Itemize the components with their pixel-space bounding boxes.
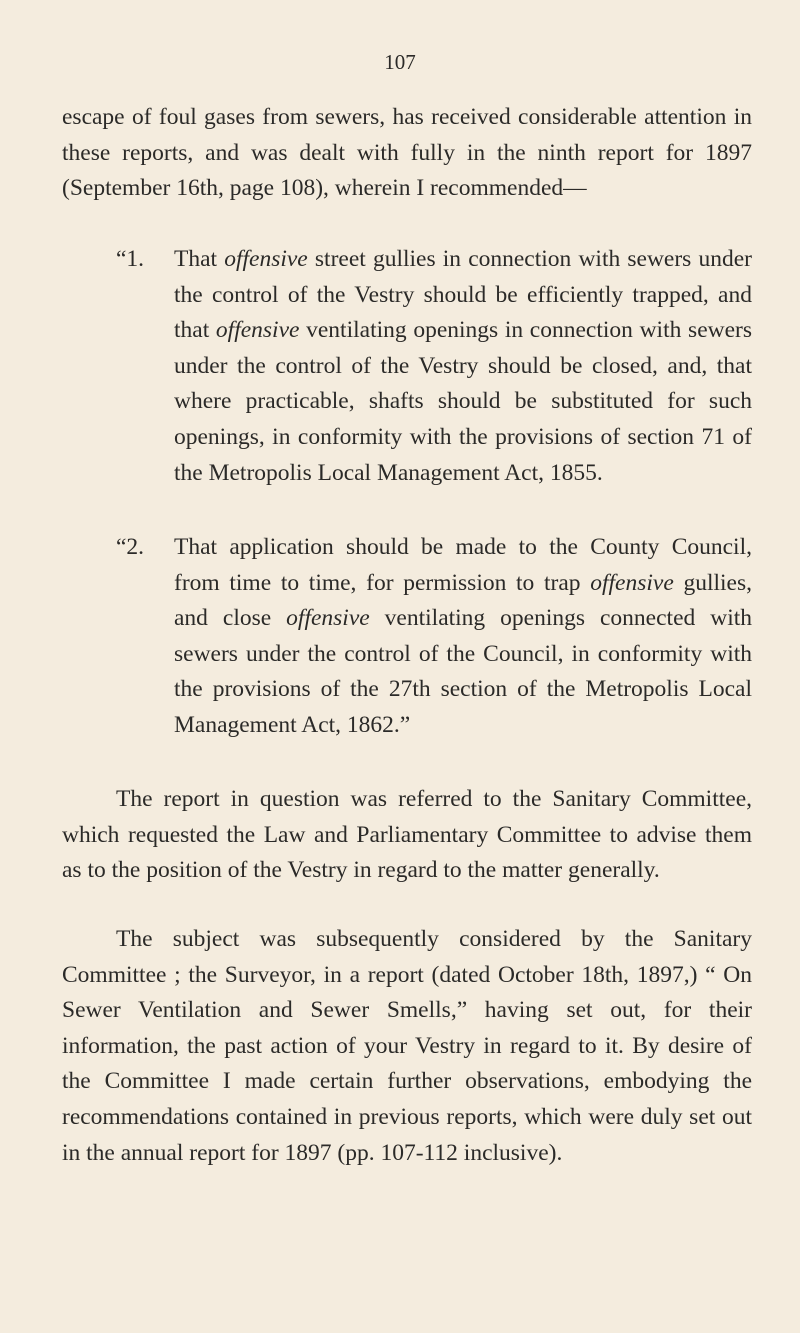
referred-paragraph: The report in question was referred to the Sanitary Committee, which requested the Law and Parliamentary Committee to advise them as to the position of the Vestry in regard to the matter generally.	[62, 786, 752, 884]
emphasis-offensive: offensive	[590, 569, 674, 596]
emphasis-offensive: offensive	[286, 605, 370, 632]
recommendation-item-2	[62, 530, 752, 744]
recommendation-item-1	[62, 242, 752, 491]
item-body: That offensive street gullies in connection with sewers under the control of the Vestry should be efficiently trapped, and that offensive ventilating openings in connection with sewers under the control of the Vestry should be closed, and, that where practicable, shafts should be substituted for such openings, in conformity with the provisions of section 71 of the Metropolis Local Management Act, 1855.	[174, 246, 752, 486]
emphasis-offensive: offensive	[215, 317, 300, 344]
page-number: 107	[384, 50, 416, 74]
emphasis-offensive: offensive	[224, 246, 308, 272]
intro-paragraph: escape of foul gases from sewers, has received considerable attention in these reports, and was dealt with fully in the ninth report for 1897 (September 16th, page 108), wherein I recommended—	[62, 104, 752, 202]
item-body: That application should be made to the County Council, from time to time, for permission to trap offensive gullies, and close offensive ventilating openings connected with sewers under the control of the Council, in conformity with the provisions of the 27th section of the Metropolis Local Management Act, 1862.”	[174, 534, 752, 738]
item-marker: “1.	[116, 246, 145, 272]
item-marker: “2.	[116, 534, 145, 560]
subject-paragraph: The subject was subsequently considered by the Sanitary Committee ; the Surveyor, in a report (dated October 18th, 1897,) “ On Sewer Ventilation and Sewer Smells,” having set out, for their information, the past action of your Vestry in regard to it. By desire of the Committee I made certain further observations, embodying the recommendations contained in previous reports, which were duly set out in the annual report for 1897 (pp. 107-112 inclusive).	[62, 926, 752, 1166]
